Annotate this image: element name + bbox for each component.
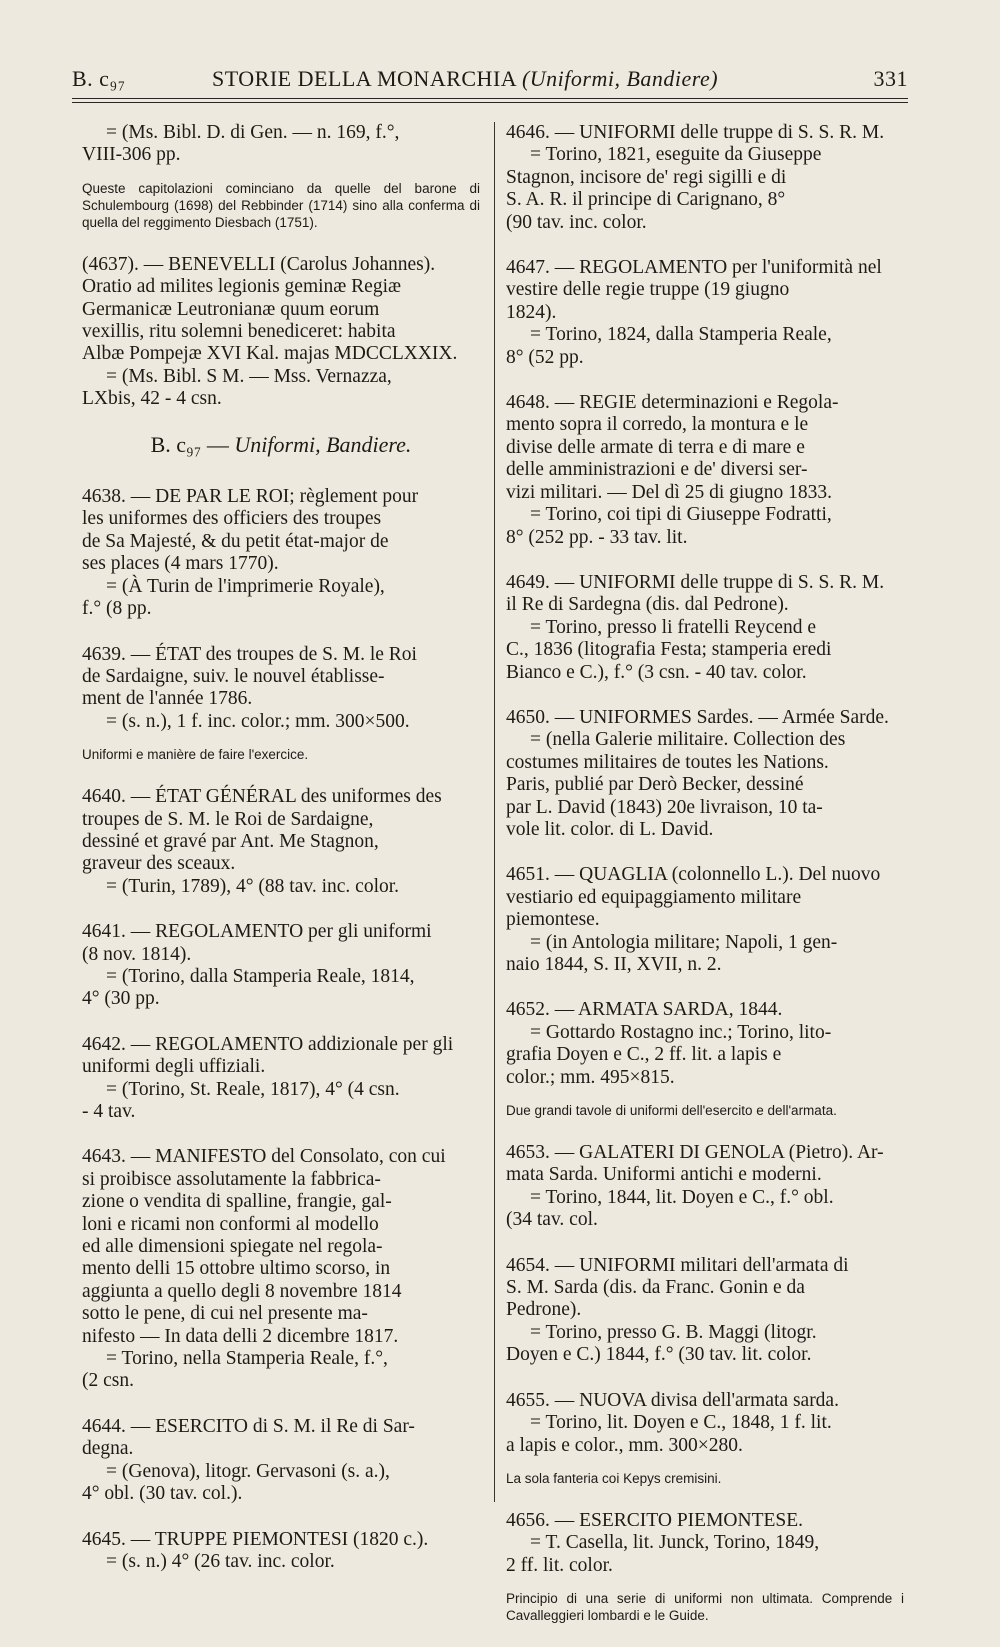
entry-4637: (4637). — BENEVELLI (Carolus Johannes). Oratio ad milites legionis geminæ Regiæ Germanicæ Leutronianæ quum eorum vexillis, ritu solemni benediceret: habita Albæ Pompejæ XVI Kal. majas MDCCLXXIX. = (Ms. Bibl. S M. — Mss. Vernazza, LXbis, 42 - 4 csn.	[82, 253, 458, 410]
entry-4655: 4655. — NUOVA divisa dell'armata sarda. = Torino, lit. Doyen e C., 1848, 1 f. lit. a lapis e color., mm. 300×280.	[506, 1389, 839, 1456]
left-column	[82, 122, 480, 1596]
entry-4651: 4651. — QUAGLIA (colonnello L.). Del nuovo vestiario ed equipaggiamento militare piemontese. = (in Antologia militare; Napoli, 1 gen- naio 1844, S. II, XVII, n. 2.	[506, 864, 881, 975]
section-subheading: B. c₉₇ — Uniformi, Bandiere.	[150, 431, 412, 457]
entry-4656: 4656. — ESERCITO PIEMONTESE. = T. Casella, lit. Junck, Torino, 1849, 2 ff. lit. color.	[506, 1509, 820, 1576]
entry-4638: 4638. — DE PAR LE ROI; règlement pour les uniformes des officiers des troupes de Sa Majesté, & du petit état-major de ses places (4 mars 1770). = (À Turin de l'imprimerie Royale), f.° (8 pp.	[82, 486, 419, 620]
entry-4644: 4644. — ESERCITO di S. M. il Re di Sar- degna. = (Genova), litogr. Gervasoni (s. a.), 4° obl. (30 tav. col.).	[82, 1415, 415, 1505]
header-rule-thin	[72, 102, 908, 103]
entry-4649: 4649. — UNIFORMI delle truppe di S. S. R. M. il Re di Sardegna (dis. dal Pedrone). = Torino, presso li fratelli Reycend e C., 1836 (litografia Festa; stamperia eredi Bianco e C.), f.° (3 csn. - 40 tav. color.	[506, 571, 885, 683]
entry-note: Due grandi tavole di uniformi dell'esercito e dell'armata.	[506, 1103, 837, 1119]
entry-4641: 4641. — REGOLAMENTO per gli uniformi (8 nov. 1814). = (Torino, dalla Stamperia Reale, 1814, 4° (30 pp.	[82, 921, 432, 1010]
header-title-italic: (Uniformi, Bandiere)	[521, 66, 719, 91]
page-number: 331	[873, 66, 908, 91]
entry-note: La sola fanteria coi Kepys cremisini.	[506, 1470, 722, 1486]
entry-4647: 4647. — REGOLAMENTO per l'uniformità nel vestire delle regie truppe (19 giugno 1824). = Torino, 1824, dalla Stamperia Reale, 8° (52 pp.	[506, 257, 882, 368]
entry-4648: 4648. — REGIE determinazioni e Regola- mento sopra il corredo, la montura e le divise delle armate di terra e di mare e delle amministrazioni e de' diversi ser- vizi militari. — Del dì 25 di giugno 1833. = Torino, coi tipi di Giuseppe Fodratti, 8° (252 pp. - 33 tav. lit.	[506, 392, 839, 548]
entry-4643: 4643. — MANIFESTO del Consolato, con cui si proibisce assolutamente la fabbrica- zione o vendita di spalline, frangie, gal- loni e ricami non conformi al modello ed alle dimensioni spiegate nel regola- mento delli 15 ottobre ultimo scorso, in aggiunta a quello degli 8 novembre 1814 sotto le pene, di cui nel presente ma- nifesto — In data delli 2 dicembre 1817. = Torino, nella Stamperia Reale, f.°, (2 csn.	[82, 1146, 446, 1392]
header-rule	[72, 98, 908, 99]
entry-4650: 4650. — UNIFORMES Sardes. — Armée Sarde. = (nella Galerie militaire. Collection des costumes militaires de toutes les Nations. Paris, publié par Derò Becker, dessiné par L. David (1843) 20e livraison, 10 ta- vole lit. color. di L. David.	[506, 706, 889, 840]
column-divider	[494, 122, 495, 1502]
entry-note: Queste capitolazioni cominciano da quelle del barone di Schulembourg (1698) del Rebbinder (1714) sino alla conferma di quella del reggimento Diesbach (1751).	[82, 180, 480, 230]
entry-4654: 4654. — UNIFORMI militari dell'armata di S. M. Sarda (dis. da Franc. Gonin e da Pedrone). = Torino, presso G. B. Maggi (litogr. Doyen e C.) 1844, f.° (30 tav. lit. color.	[506, 1254, 849, 1366]
entry-4639: 4639. — ÉTAT des troupes de S. M. le Roi de Sardaigne, suiv. le nouvel établisse- ment de l'année 1786. = (s. n.), 1 f. inc. color.; mm. 300×500.	[82, 643, 417, 732]
entry-note: Principio di una serie di uniformi non ultimata. Comprende i Cavalleggieri lombardi e le Guide.	[506, 1591, 904, 1624]
entry-4640: 4640. — ÉTAT GÉNÉRAL des uniformes des troupes de S. M. le Roi de Sardaigne, dessiné et gravé par Ant. Me Stagnon, graveur des sceaux. = (Turin, 1789), 4° (88 tav. inc. color.	[82, 786, 442, 897]
header-title: STORIE DELLA MONARCHIA (Uniformi, Bandiere)	[212, 66, 719, 91]
entry-4652: 4652. — ARMATA SARDA, 1844. = Gottardo Rostagno inc.; Torino, lito- grafia Doyen e C., 2 ff. lit. a lapis e color.; mm. 495×815.	[506, 999, 832, 1088]
section-code: B. c₉₇	[72, 66, 126, 91]
entry-note: Uniformi e manière de faire l'exercice.	[82, 747, 309, 763]
entry-4645: 4645. — TRUPPE PIEMONTESI (1820 c.). = (s. n.) 4° (26 tav. inc. color.	[82, 1528, 429, 1572]
entry-continuation: = (Ms. Bibl. D. di Gen. — n. 169, f.°, VIII-306 pp.	[82, 122, 400, 166]
entry-4642: 4642. — REGOLAMENTO addizionale per gli uniformi degli uffiziali. = (Torino, St. Reale, 1817), 4° (4 csn. - 4 tav.	[82, 1033, 454, 1122]
entry-4653: 4653. — GALATERI DI GENOLA (Pietro). Ar- mata Sarda. Uniformi antichi e moderni. = Torino, 1844, lit. Doyen e C., f.° obl. (34 tav. col.	[506, 1142, 884, 1231]
entry-4646: 4646. — UNIFORMI delle truppe di S. S. R. M. = Torino, 1821, eseguite da Giuseppe Stagnon, incisore de' regi sigilli e di S. A. R. il principe di Carignano, 8° (90 tav. inc. color.	[506, 122, 885, 233]
right-column	[506, 122, 904, 1647]
running-header	[72, 62, 908, 94]
